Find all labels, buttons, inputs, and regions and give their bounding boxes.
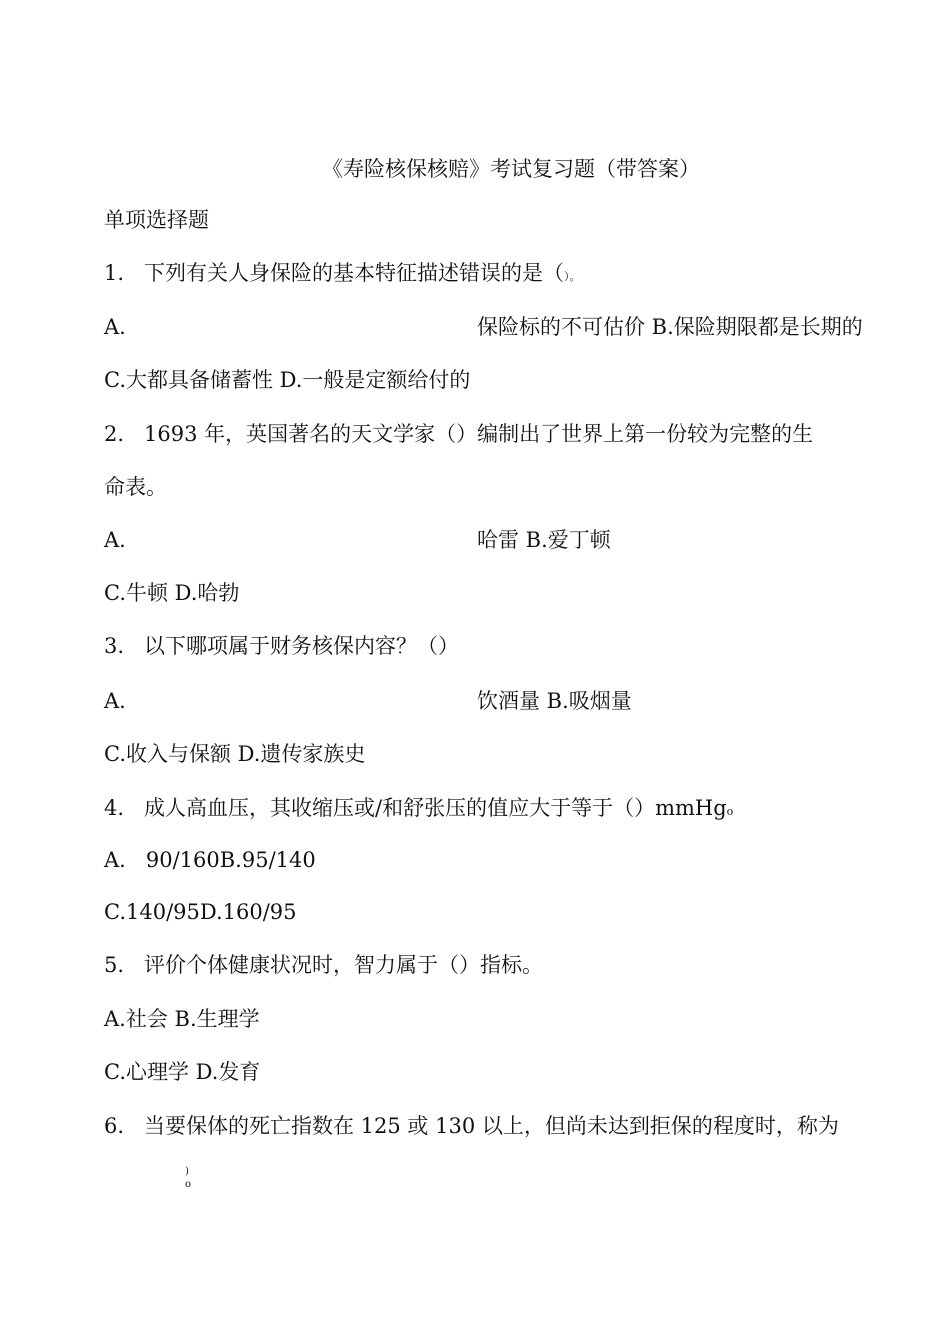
question-5-number: 5. xyxy=(104,953,125,977)
question-3-number: 3. xyxy=(104,634,125,658)
question-5-text: 评价个体健康状况时，智力属于（）指标。 xyxy=(144,953,543,977)
question-4-options-cd: C.140/95D.160/95 xyxy=(104,900,297,924)
section-heading: 单项选择题 xyxy=(104,208,209,232)
question-1-options-ab xyxy=(104,314,950,340)
question-1-options-cd: C.大都具备储蓄性 D.一般是定额给付的 xyxy=(104,368,471,392)
question-1-text: 下列有关人身保险的基本特征描述错误的是（ xyxy=(144,261,564,285)
question-6-text: 当要保体的死亡指数在 125 或 130 以上，但尚未达到拒保的程度时，称为 xyxy=(144,1114,839,1138)
question-6-fragment-o: o xyxy=(185,1179,192,1190)
question-4-tail: o xyxy=(726,805,734,818)
question-4 xyxy=(104,795,733,825)
question-5-options-cd: C.心理学 D.发育 xyxy=(104,1060,261,1084)
question-2 xyxy=(104,421,813,447)
question-6-number: 6. xyxy=(104,1114,125,1138)
question-2-options-cd: C.牛顿 D.哈勃 xyxy=(104,581,240,605)
question-4-options-ab: A. 90/160B.95/140 xyxy=(104,848,316,872)
question-2-option-ab-text: 哈雷 B.爱丁顿 xyxy=(477,528,611,552)
question-1-number: 1. xyxy=(104,261,125,285)
question-3-text: 以下哪项属于财务核保内容？（） xyxy=(144,634,459,658)
document-title: 《寿险核保核赔》考试复习题（带答案） xyxy=(322,157,700,181)
question-4-number: 4. xyxy=(104,796,125,820)
question-3-options-cd: C.收入与保额 D.遗传家族史 xyxy=(104,742,366,766)
question-3-option-a-label: A. xyxy=(104,689,126,713)
question-1-option-ab-text: 保险标的不可估价 B.保险期限都是长期的 xyxy=(477,315,863,339)
question-4-text: 成人高血压，其收缩压或/和舒张压的值应大于等于（）mmHg xyxy=(144,796,727,820)
question-2-number: 2. xyxy=(104,422,125,446)
question-2-text: 1693 年，英国著名的天文学家（）编制出了世界上第一份较为完整的生 xyxy=(144,422,814,446)
question-3-options-ab xyxy=(104,688,950,714)
question-3-option-ab-text: 饮酒量 B.吸烟量 xyxy=(477,689,632,713)
question-2-option-a-label: A. xyxy=(104,528,126,552)
question-5-options-ab: A.社会 B.生理学 xyxy=(104,1007,260,1031)
question-1-option-a-label: A. xyxy=(104,315,126,339)
question-2-text-cont: 命表。 xyxy=(104,475,167,499)
question-6-fragment-paren: ) xyxy=(185,1166,189,1177)
question-2-options-ab xyxy=(104,527,950,553)
question-3 xyxy=(104,633,459,659)
question-1-tail: ）。 xyxy=(564,270,581,283)
question-1 xyxy=(104,260,581,290)
question-5 xyxy=(104,952,543,978)
question-6 xyxy=(104,1113,839,1139)
